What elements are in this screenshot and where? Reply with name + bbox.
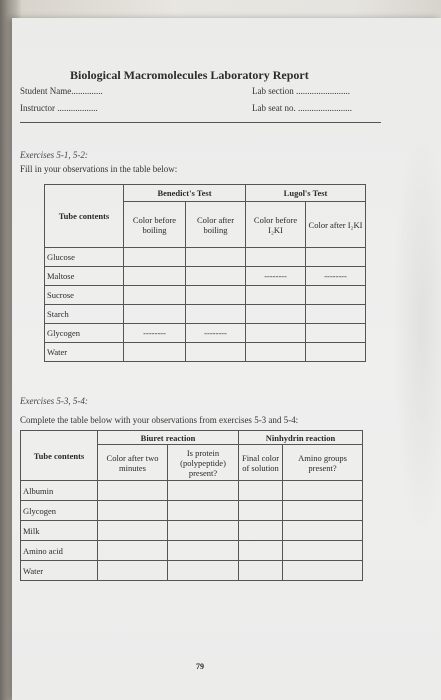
observation-cell [186, 305, 246, 324]
observation-cell [283, 521, 363, 541]
observation-cell [98, 481, 168, 501]
table-row [45, 267, 366, 286]
biuret-header: Biuret reaction [98, 431, 239, 445]
row-label: Glucose [45, 248, 124, 267]
observation-cell [306, 286, 366, 305]
observation-cell [283, 501, 363, 521]
instructor-field: Instructor .................. [20, 103, 98, 113]
table-row [21, 501, 363, 521]
observation-cell [186, 248, 246, 267]
observation-cell [239, 501, 283, 521]
table-row [21, 561, 363, 581]
student-name-field: Student Name.............. [20, 86, 103, 96]
observation-cell [186, 267, 246, 286]
tube-contents-header: Tube contents [45, 185, 124, 248]
observation-cell [168, 561, 239, 581]
observation-cell [124, 248, 186, 267]
table-row [45, 286, 366, 305]
benedict-header: Benedict's Test [124, 185, 246, 202]
row-label: Water [21, 561, 98, 581]
row-label: Milk [21, 521, 98, 541]
instruction-1: Fill in your observations in the table below: [20, 164, 178, 174]
observation-cell [168, 541, 239, 561]
worksheet-page [12, 18, 441, 700]
lugol-header: Lugol's Test [246, 185, 366, 202]
color-after-boiling-header: Color after boiling [186, 202, 246, 248]
table-row [45, 324, 366, 343]
table2-group-header-row [21, 431, 363, 445]
table-row [21, 481, 363, 501]
row-label: Starch [45, 305, 124, 324]
table1-group-header-row [45, 185, 366, 202]
observation-cell [168, 501, 239, 521]
color-before-iki-header: Color before I₂KI [246, 202, 306, 248]
header-divider [20, 122, 381, 123]
observation-cell [283, 481, 363, 501]
row-label: Amino acid [21, 541, 98, 561]
benedict-lugol-table [44, 184, 366, 362]
observation-cell [124, 286, 186, 305]
observation-cell [186, 343, 246, 362]
page-number: 79 [196, 662, 204, 671]
observation-cell [246, 248, 306, 267]
instruction-2: Complete the table below with your observations from exercises 5-3 and 5-4: [20, 415, 299, 425]
observation-cell [239, 521, 283, 541]
table-row [45, 343, 366, 362]
observation-cell [246, 324, 306, 343]
color-after-iki-header: Color after I₂KI [306, 202, 366, 248]
exercise-label-2: Exercises 5-3, 5-4: [20, 396, 88, 406]
not-applicable-cell: -------- [246, 267, 306, 286]
not-applicable-cell: -------- [186, 324, 246, 343]
observation-cell [283, 561, 363, 581]
table-row [21, 521, 363, 541]
exercise-label-1: Exercises 5-1, 5-2: [20, 150, 88, 160]
observation-cell [124, 305, 186, 324]
observation-cell [239, 561, 283, 581]
observation-cell [306, 248, 366, 267]
row-label: Glycogen [45, 324, 124, 343]
observation-cell [239, 541, 283, 561]
lab-section-field: Lab section ........................ [252, 86, 350, 96]
observation-cell [168, 481, 239, 501]
observation-cell [283, 541, 363, 561]
observation-cell [168, 521, 239, 541]
observation-cell [306, 343, 366, 362]
final-color-header: Final color of solution [239, 445, 283, 481]
page-title: Biological Macromolecules Laboratory Report [70, 68, 309, 82]
observation-cell [306, 305, 366, 324]
observation-cell [98, 561, 168, 581]
observation-cell [124, 343, 186, 362]
observation-cell [246, 343, 306, 362]
observation-cell [306, 324, 366, 343]
color-after-two-minutes-header: Color after two minutes [98, 445, 168, 481]
not-applicable-cell: -------- [124, 324, 186, 343]
row-label: Sucrose [45, 286, 124, 305]
observation-cell [98, 521, 168, 541]
amino-groups-present-header: Amino groups present? [283, 445, 363, 481]
table-row [45, 248, 366, 267]
observation-cell [239, 481, 283, 501]
tube-contents-header: Tube contents [21, 431, 98, 481]
ninhydrin-header: Ninhydrin reaction [239, 431, 363, 445]
observation-cell [98, 501, 168, 521]
is-protein-present-header: Is protein (polypeptide) present? [168, 445, 239, 481]
lab-seat-field: Lab seat no. ........................ [252, 103, 352, 113]
observation-cell [186, 286, 246, 305]
table-row [45, 305, 366, 324]
row-label: Water [45, 343, 124, 362]
row-label: Maltose [45, 267, 124, 286]
row-label: Glycogen [21, 501, 98, 521]
color-before-boiling-header: Color before boiling [124, 202, 186, 248]
observation-cell [124, 267, 186, 286]
table-row [21, 541, 363, 561]
row-label: Albumin [21, 481, 98, 501]
observation-cell [246, 305, 306, 324]
biuret-ninhydrin-table [20, 430, 363, 581]
observation-cell [246, 286, 306, 305]
not-applicable-cell: -------- [306, 267, 366, 286]
observation-cell [98, 541, 168, 561]
